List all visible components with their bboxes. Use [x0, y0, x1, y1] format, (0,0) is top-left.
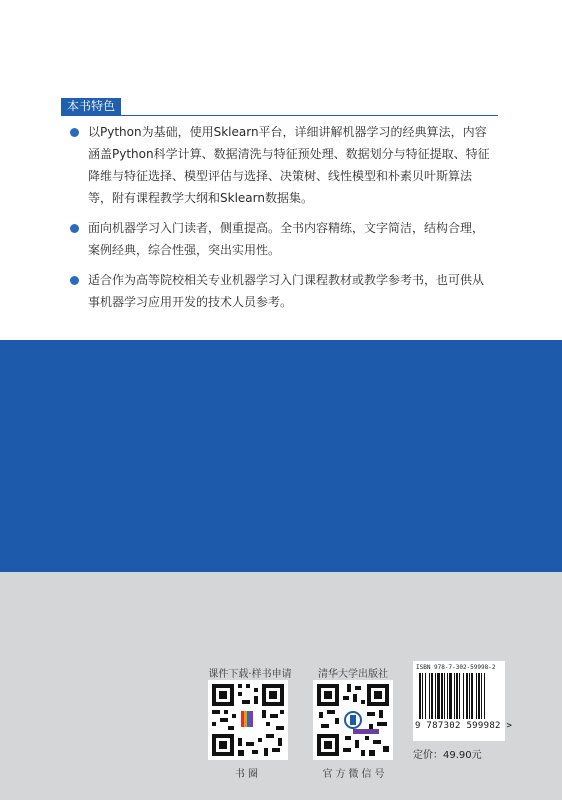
- bullet-icon: [70, 128, 79, 137]
- barcode-bar: [481, 673, 482, 719]
- barcode-bar: [429, 673, 430, 719]
- barcode-bar: [478, 673, 480, 719]
- bullet-icon: [70, 224, 79, 233]
- barcode-panel: [413, 661, 513, 741]
- features-heading: 本书特色: [61, 98, 121, 115]
- barcode-bar: [454, 673, 455, 719]
- feature-text: 以Python为基础，使用Sklearn平台，详细讲解机器学习的经典算法，内容涵盖Python科学计算、数据清洗与特征预处理、数据划分与特征提取、特征降维与特征选择、模型评估与选择、决策树、线性模型和朴素贝叶斯算法等，附有课程教学大纲和Sklearn数据集。: [88, 125, 490, 205]
- features-divider: [61, 115, 498, 116]
- barcode-bar: [471, 673, 473, 719]
- qr-right-bottom-label: 官方微信号: [322, 769, 388, 780]
- qr-code-right-icon: [313, 680, 393, 760]
- barcode-bar: [463, 673, 464, 719]
- feature-item: [88, 269, 490, 313]
- qr-left-top-label: 课件下载·样书申请: [208, 669, 292, 680]
- barcode-bar: [431, 673, 433, 719]
- barcode-icon: [413, 661, 505, 721]
- barcode-bar: [437, 673, 440, 719]
- qr-left-bottom-label: 书圈: [235, 769, 261, 780]
- barcode-bar: [484, 673, 485, 719]
- feature-text: 面向机器学习入门读者，侧重提高。全书内容精练，文字简洁，结构合理，案例经典，综合性强，突出实用性。: [88, 221, 485, 257]
- qr-code-left-icon: [208, 680, 288, 760]
- qr-right-top-label: 清华大学出版社: [318, 669, 388, 680]
- barcode-bar: [449, 673, 452, 719]
- features-list: [88, 121, 490, 321]
- barcode-bar: [441, 673, 443, 719]
- barcode-bar: [456, 673, 458, 719]
- barcode-bar: [435, 673, 436, 719]
- bullet-icon: [70, 276, 79, 285]
- barcode-bar: [419, 673, 421, 719]
- barcode-bar: [425, 673, 426, 719]
- isbn-number: ISBN 978-7-302-59998-2: [416, 664, 496, 671]
- barcode-bar: [476, 673, 477, 719]
- price-label: 定价：49.90元: [413, 750, 482, 761]
- barcode-bar: [422, 673, 423, 719]
- feature-item: [88, 217, 490, 261]
- qr-code-right[interactable]: [313, 680, 393, 760]
- barcode-bar: [459, 673, 460, 719]
- feature-item: [88, 121, 490, 209]
- barcode-bar: [466, 673, 468, 719]
- barcode-bar: [469, 673, 470, 719]
- feature-text: 适合作为高等院校相关专业机器学习入门课程教材或教学参考书，也可供从事机器学习应用开发的技术人员参考。: [88, 273, 485, 309]
- blue-band: [0, 340, 562, 572]
- barcode-bar: [444, 673, 445, 719]
- qr-code-left[interactable]: [208, 680, 288, 760]
- barcode-digits: 9 787302 599982 >: [415, 721, 513, 731]
- barcode-bar: [447, 673, 448, 719]
